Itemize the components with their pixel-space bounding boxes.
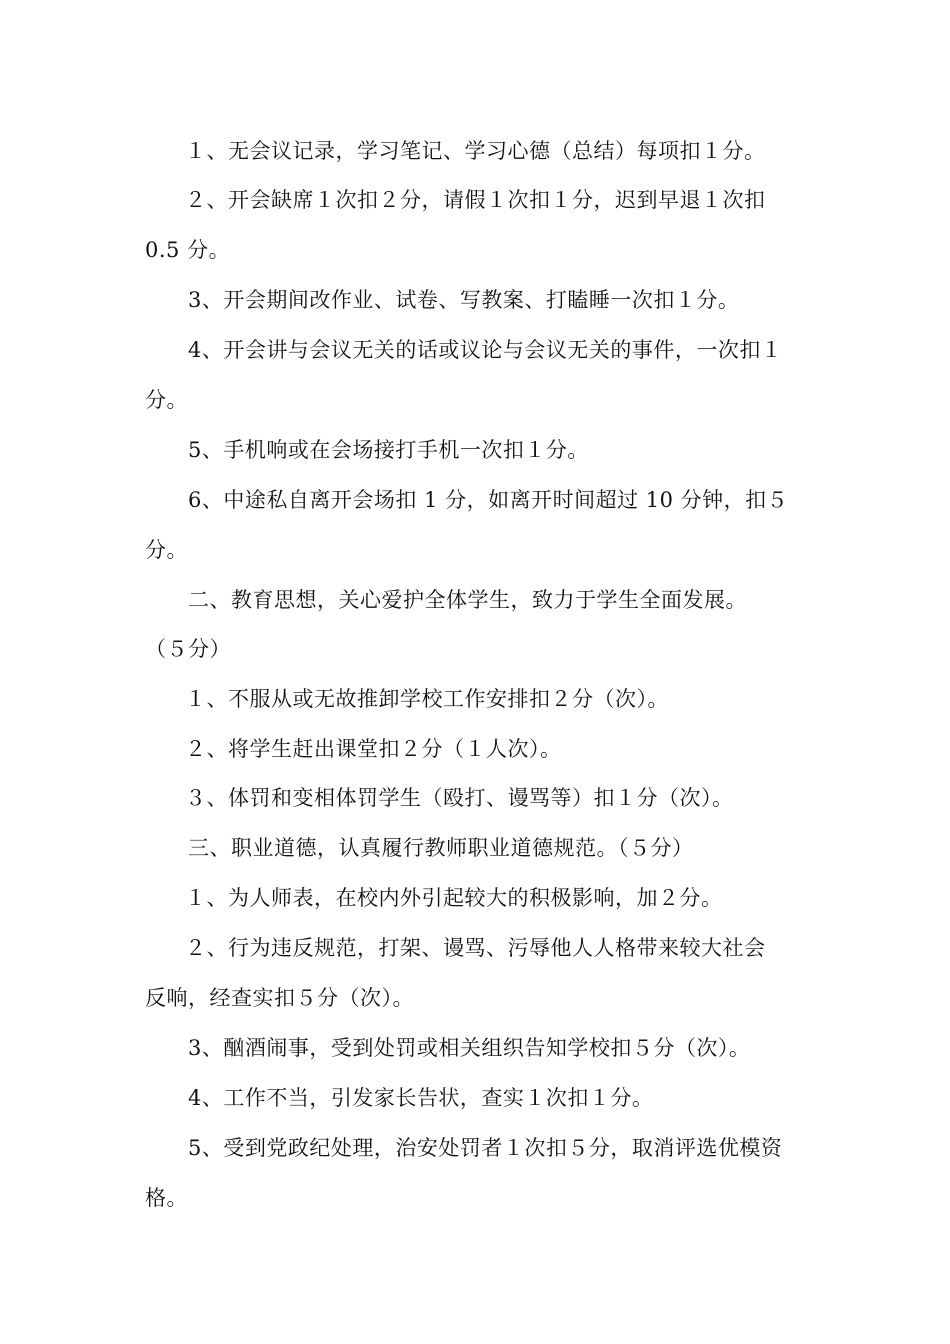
paragraph-line: 反响，经查实扣５分（次）。 [145, 986, 414, 1010]
paragraph-line: ２、行为违反规范，打架、谩骂、污辱他人人格带来较大社会 [185, 936, 766, 960]
paragraph-line: 5、受到党政纪处理，治安处罚者１次扣５分，取消评选优模资 [188, 1136, 783, 1160]
paragraph-line: 4、工作不当，引发家长告状，查实１次扣１分。 [188, 1086, 654, 1110]
paragraph-line: 0.5 分。 [145, 238, 231, 262]
paragraph-line: ２、将学生赶出课堂扣２分（１人次）。 [185, 737, 562, 761]
paragraph-line: ３、体罚和变相体罚学生（殴打、谩骂等）扣１分（次）。 [185, 786, 734, 810]
section-heading-3: 三、职业道德，认真履行教师职业道德规范。（５分） [188, 836, 694, 860]
paragraph-line: 分。 [145, 538, 188, 562]
paragraph-line: 5、手机响或在会场接打手机一次扣１分。 [188, 438, 589, 462]
paragraph-line: １、不服从或无故推卸学校工作安排扣２分（次）。 [185, 687, 669, 711]
paragraph-line: 分。 [145, 388, 188, 412]
paragraph-line: ２、开会缺席１次扣２分，请假１次扣１分，迟到早退１次扣 [185, 188, 766, 212]
paragraph-line: １、为人师表，在校内外引起较大的积极影响，加２分。 [185, 886, 723, 910]
paragraph-line: 格。 [145, 1186, 188, 1210]
paragraph-line: （５分） [145, 637, 231, 661]
paragraph-line: 3、开会期间改作业、试卷、写教案、打瞌睡一次扣１分。 [188, 288, 740, 312]
paragraph-line: 4、开会讲与会议无关的话或议论与会议无关的事件，一次扣１ [188, 338, 783, 362]
paragraph-line: 3、酗酒闹事，受到处罚或相关组织告知学校扣５分（次）。 [188, 1036, 751, 1060]
paragraph-line: 6、中途私自离开会场扣 1 分，如离开时间超过 10 分钟，扣５ [188, 488, 789, 512]
paragraph-line: １、无会议记录，学习笔记、学习心德（总结）每项扣１分。 [185, 139, 766, 163]
section-heading-2: 二、教育思想，关心爱护全体学生，致力于学生全面发展。 [188, 588, 747, 612]
